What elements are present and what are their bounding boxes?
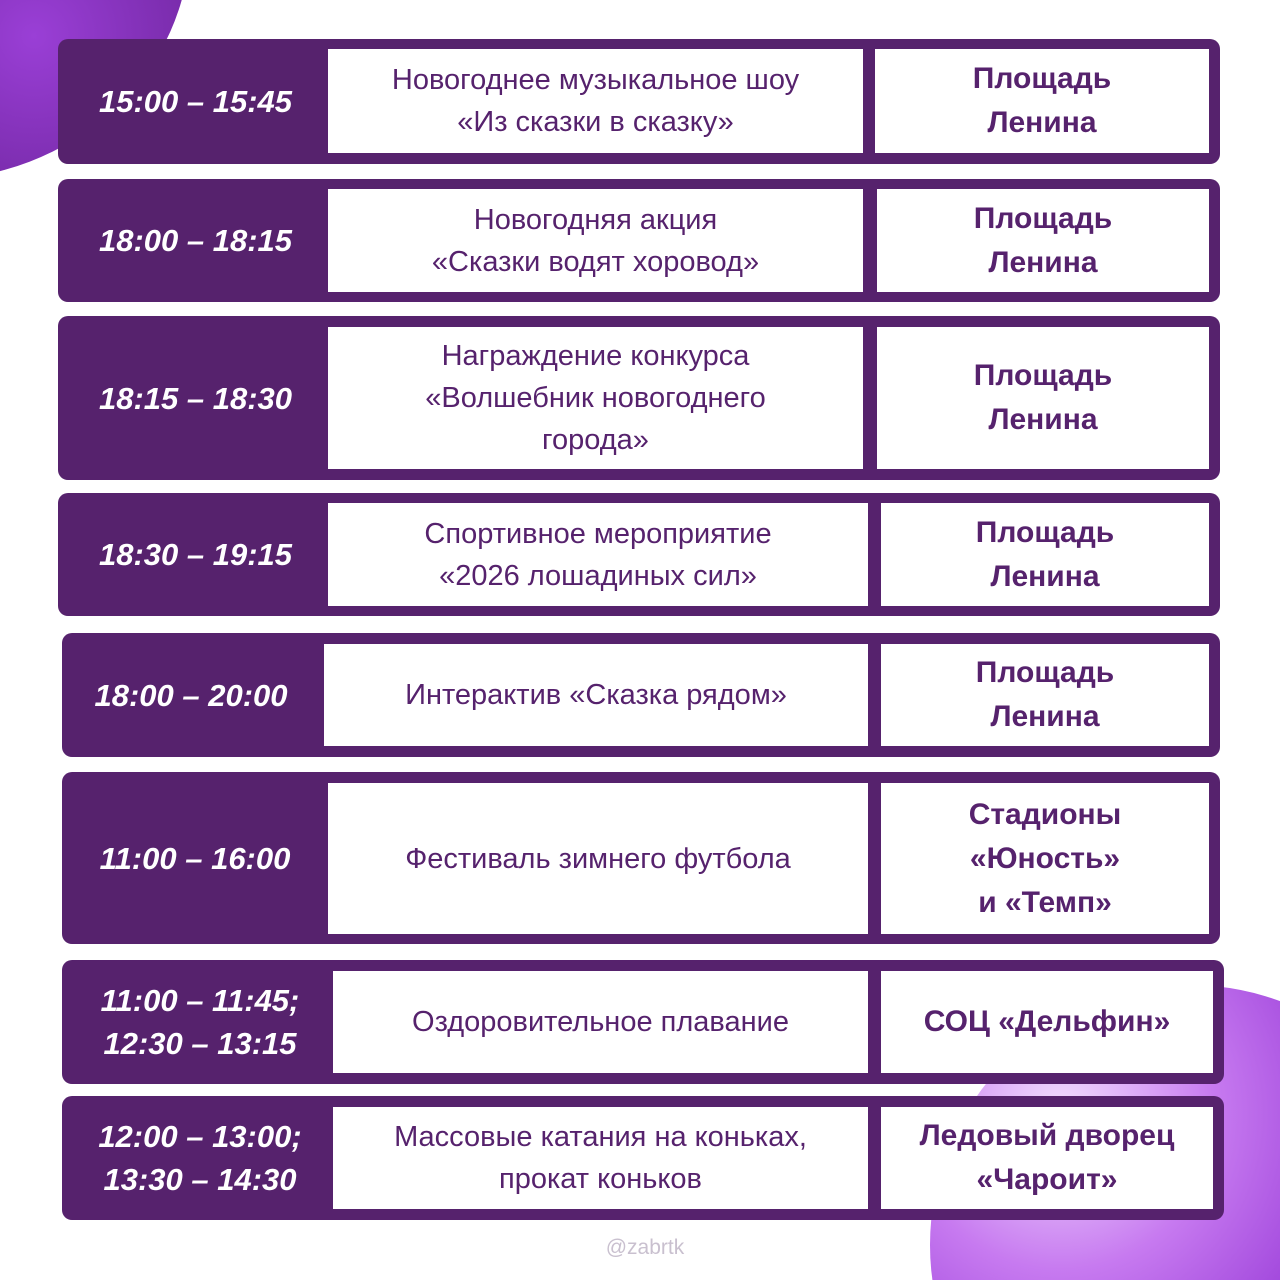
- event-venue-cell: [877, 189, 1209, 292]
- event-venue: Площадь Ленина: [973, 359, 1113, 436]
- schedule-row: [58, 39, 1220, 164]
- event-venue: СОЦ «Дельфин»: [923, 1005, 1171, 1038]
- event-time: 11:00 – 16:00: [99, 840, 291, 876]
- event-venue: Площадь Ленина: [972, 62, 1112, 139]
- event-title: Спортивное мероприятие «2026 лошадиных сил»: [424, 517, 772, 592]
- event-title: Массовые катания на коньках, прокат коньков: [394, 1121, 807, 1195]
- event-title: Фестиваль зимнего футбола: [405, 842, 791, 875]
- schedule-row: [62, 960, 1224, 1084]
- event-venue: Площадь Ленина: [975, 656, 1115, 733]
- event-title-cell: [324, 644, 868, 746]
- event-time: 11:00 – 11:45; 12:30 – 13:15: [100, 983, 300, 1061]
- event-time: 18:00 – 18:15: [98, 223, 293, 258]
- event-time: 15:00 – 15:45: [98, 84, 293, 119]
- watermark-handle: @zabrtk: [605, 1236, 685, 1259]
- event-title-cell: [328, 783, 868, 934]
- event-title-cell: [333, 971, 868, 1073]
- event-title-cell: [328, 189, 863, 292]
- event-time: 12:00 – 13:00; 13:30 – 14:30: [98, 1119, 302, 1197]
- schedule-row: [58, 179, 1220, 302]
- event-title: Интерактив «Сказка рядом»: [405, 679, 787, 711]
- schedule-row: [58, 316, 1220, 480]
- event-title-cell: [328, 327, 863, 469]
- event-title: Новогодняя акция «Сказки водят хоровод»: [431, 203, 760, 278]
- event-venue: Площадь Ленина: [973, 201, 1113, 279]
- event-time: 18:30 – 19:15: [98, 537, 293, 572]
- event-venue-cell: [881, 971, 1213, 1073]
- event-title: Оздоровительное плавание: [412, 1006, 789, 1038]
- event-venue-cell: [881, 503, 1209, 606]
- schedule-row: [62, 1096, 1224, 1220]
- event-venue: Стадионы «Юность» и «Темп»: [968, 797, 1122, 919]
- event-venue: Площадь Ленина: [975, 515, 1115, 593]
- schedule-row: [58, 493, 1220, 616]
- event-title: Новогоднее музыкальное шоу «Из сказки в сказку»: [391, 64, 800, 138]
- event-venue: Ледовый дворец «Чароит»: [919, 1119, 1175, 1196]
- event-title-cell: [333, 1107, 868, 1209]
- event-title-cell: [328, 503, 868, 606]
- event-venue-cell: [881, 1107, 1213, 1209]
- event-time: 18:15 – 18:30: [98, 380, 293, 416]
- event-title: Награждение конкурса «Волшебник новогоднего города»: [425, 340, 766, 456]
- event-venue-cell: [875, 49, 1209, 153]
- schedule-row: [62, 633, 1220, 757]
- event-time: 18:00 – 20:00: [94, 677, 288, 713]
- event-venue-cell: [881, 783, 1209, 934]
- event-venue-cell: [881, 644, 1209, 746]
- event-venue-cell: [877, 327, 1209, 469]
- schedule-row: [62, 772, 1220, 944]
- event-title-cell: [328, 49, 863, 153]
